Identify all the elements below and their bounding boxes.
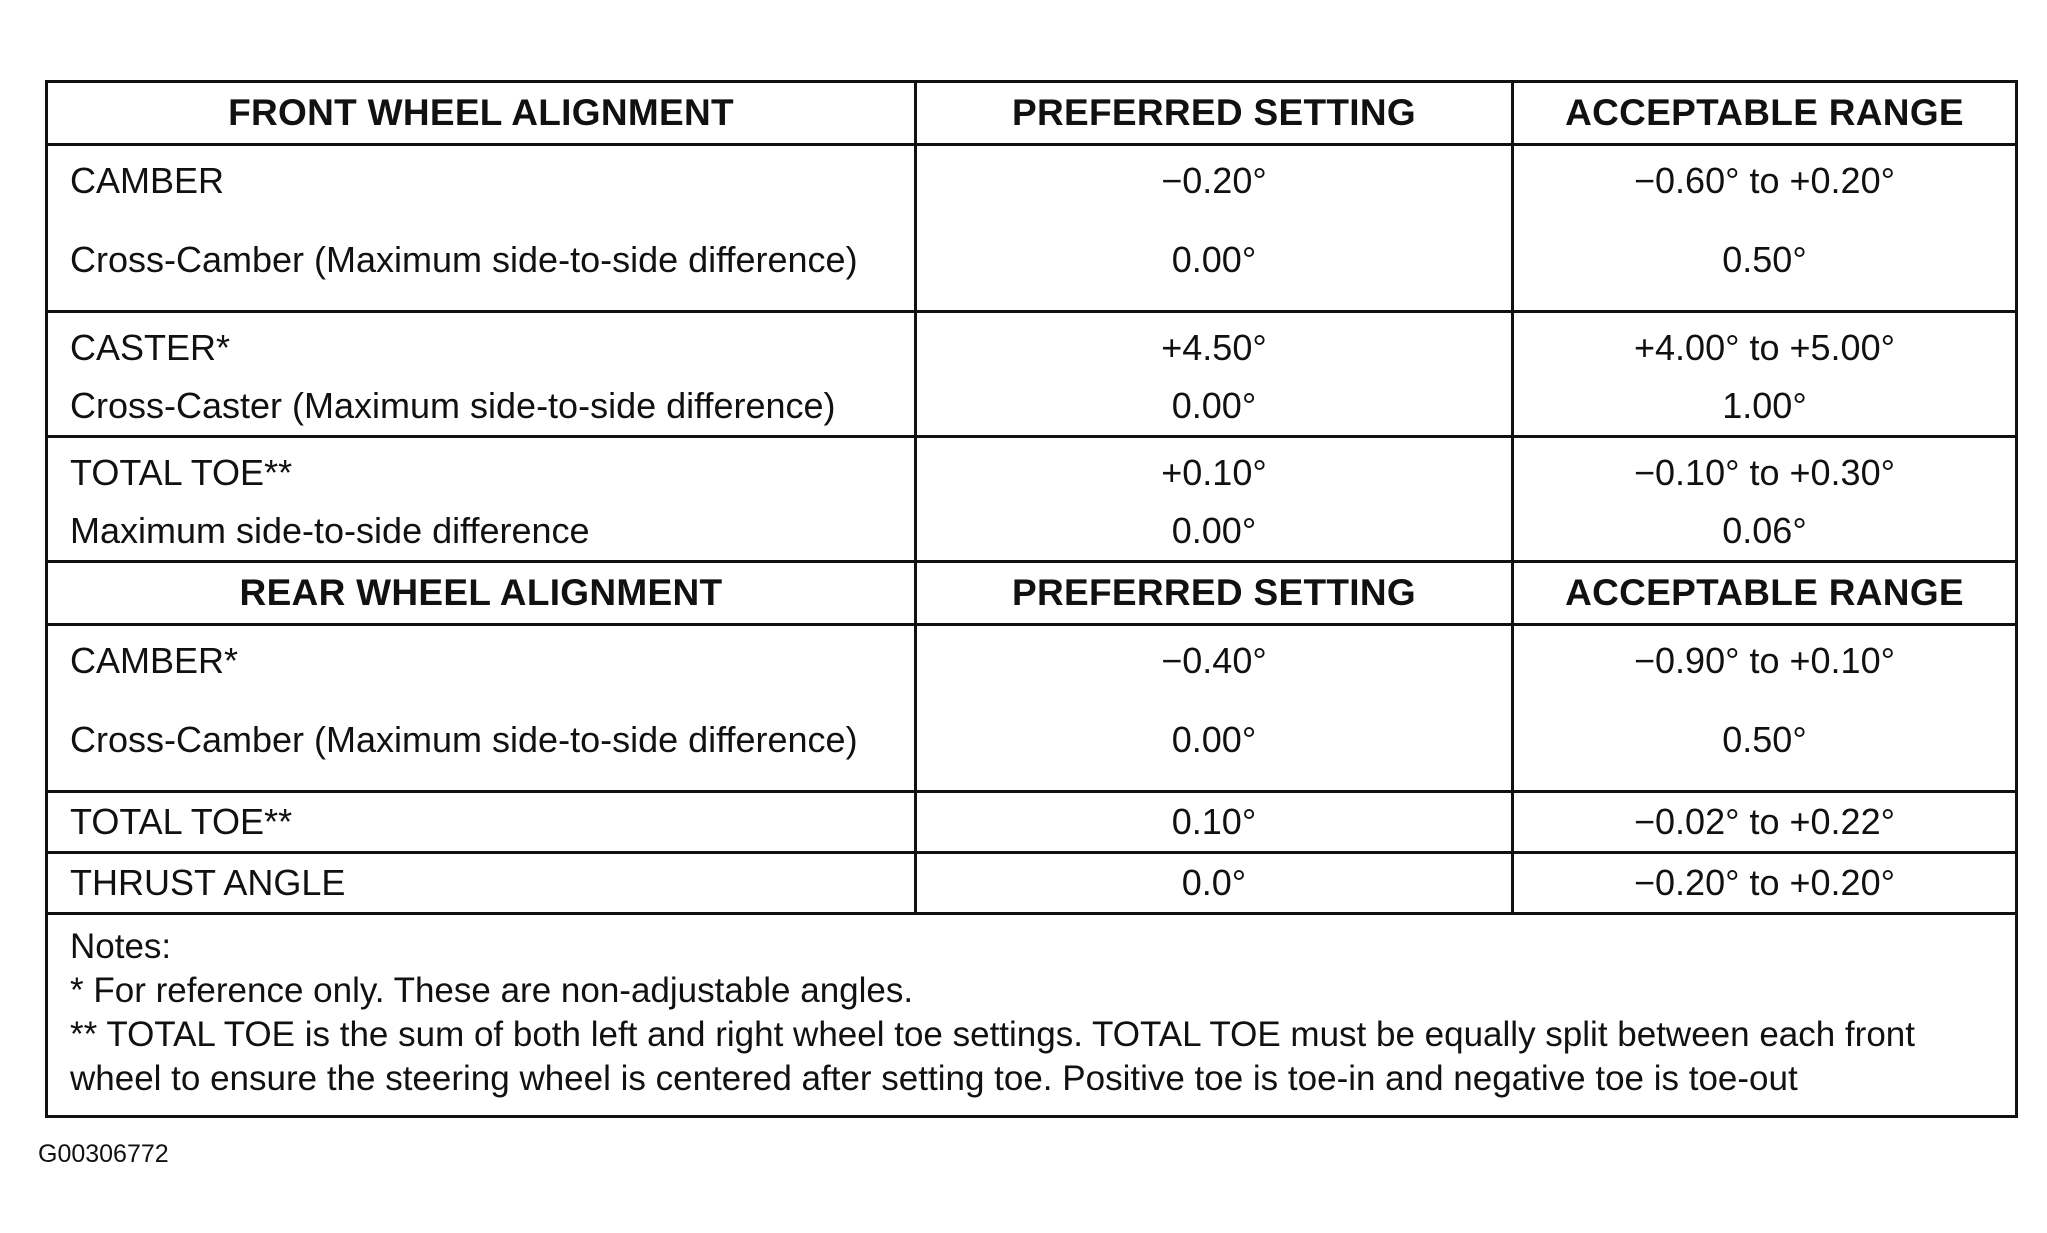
parameter-cell: Cross-Caster (Maximum side-to-side difference): [47, 377, 916, 437]
front-header-row: [47, 82, 2017, 145]
notes-cell: [47, 914, 2017, 1117]
table-row: [47, 502, 2017, 562]
table-row: [47, 625, 2017, 691]
range-cell: +4.00° to +5.00°: [1513, 312, 2017, 378]
table-row: [47, 312, 2017, 378]
preferred-cell: +4.50°: [916, 312, 1513, 378]
front-header-parameter: FRONT WHEEL ALIGNMENT: [47, 82, 916, 145]
preferred-cell: 0.00°: [916, 502, 1513, 562]
table-row: [47, 792, 2017, 853]
rear-header-parameter: REAR WHEEL ALIGNMENT: [47, 562, 916, 625]
parameter-cell: Cross-Camber (Maximum side-to-side difference): [47, 210, 916, 312]
note-total-toe: ** TOTAL TOE is the sum of both left and right wheel toe settings. TOTAL TOE must be equally split between each front wheel to ensure the steering wheel is centered after setting toe. Positive toe is toe-in and negative toe is toe-out: [70, 1015, 1915, 1098]
notes-heading: Notes:: [70, 927, 172, 966]
parameter-cell: Maximum side-to-side difference: [47, 502, 916, 562]
front-header-preferred: PREFERRED SETTING: [916, 82, 1513, 145]
parameter-cell: THRUST ANGLE: [47, 853, 916, 914]
table-row: [47, 437, 2017, 503]
table-row: [47, 210, 2017, 312]
notes-row: [47, 914, 2017, 1117]
range-cell: −0.90° to +0.10°: [1513, 625, 2017, 691]
table-row: [47, 377, 2017, 437]
parameter-cell: TOTAL TOE**: [47, 437, 916, 503]
rear-header-row: [47, 562, 2017, 625]
preferred-cell: −0.40°: [916, 625, 1513, 691]
rear-header-range: ACCEPTABLE RANGE: [1513, 562, 2017, 625]
preferred-cell: −0.20°: [916, 145, 1513, 211]
note-reference-only: * For reference only. These are non-adjustable angles.: [70, 971, 914, 1010]
parameter-cell: TOTAL TOE**: [47, 792, 916, 853]
preferred-cell: 0.00°: [916, 377, 1513, 437]
table-row: [47, 853, 2017, 914]
range-cell: −0.10° to +0.30°: [1513, 437, 2017, 503]
preferred-cell: 0.0°: [916, 853, 1513, 914]
range-cell: 0.50°: [1513, 690, 2017, 792]
range-cell: 0.06°: [1513, 502, 2017, 562]
parameter-cell: Cross-Camber (Maximum side-to-side difference): [47, 690, 916, 792]
rear-header-preferred: PREFERRED SETTING: [916, 562, 1513, 625]
preferred-cell: 0.10°: [916, 792, 1513, 853]
range-cell: −0.60° to +0.20°: [1513, 145, 2017, 211]
preferred-cell: +0.10°: [916, 437, 1513, 503]
parameter-cell: CAMBER*: [47, 625, 916, 691]
parameter-cell: CAMBER: [47, 145, 916, 211]
table-row: [47, 690, 2017, 792]
parameter-cell: CASTER*: [47, 312, 916, 378]
range-cell: −0.02° to +0.22°: [1513, 792, 2017, 853]
preferred-cell: 0.00°: [916, 210, 1513, 312]
alignment-spec-table: [45, 80, 2018, 1118]
preferred-cell: 0.00°: [916, 690, 1513, 792]
range-cell: −0.20° to +0.20°: [1513, 853, 2017, 914]
range-cell: 1.00°: [1513, 377, 2017, 437]
front-header-range: ACCEPTABLE RANGE: [1513, 82, 2017, 145]
range-cell: 0.50°: [1513, 210, 2017, 312]
figure-id-label: G00306772: [38, 1140, 169, 1168]
table-row: [47, 145, 2017, 211]
